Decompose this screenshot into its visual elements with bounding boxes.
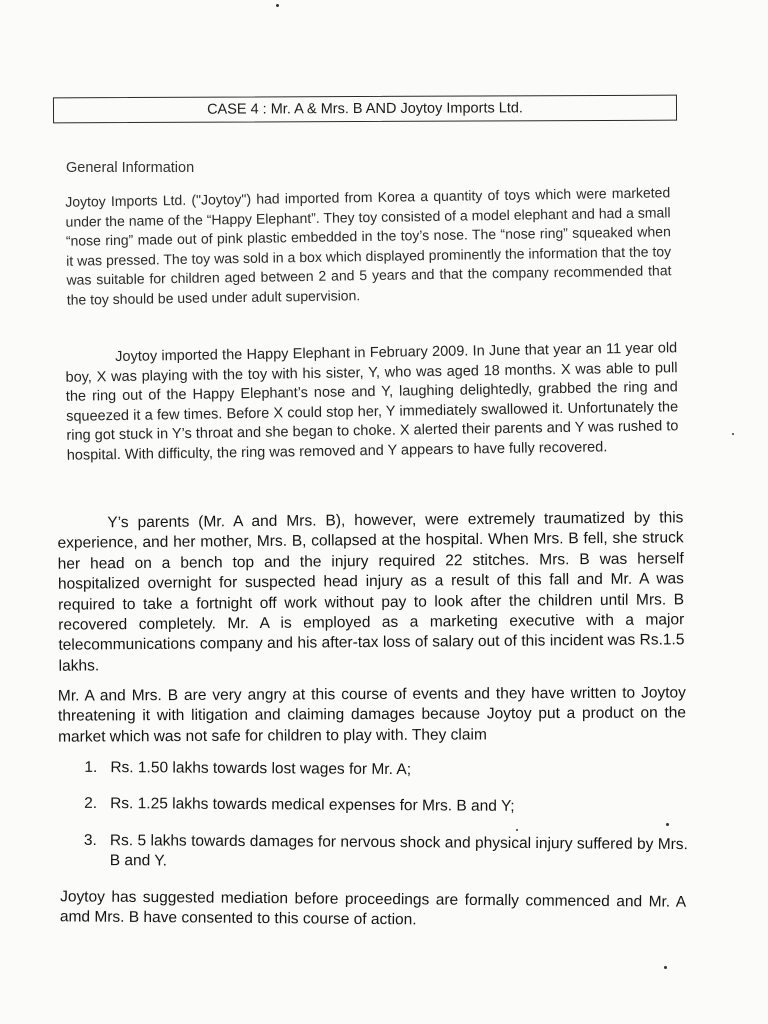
paragraph-claim-intro: Mr. A and Mrs. B are very angry at this course of events and they have written to Joytoy threatening it with litigation and claiming damages because Joytoy put a product on the market which was not safe for children to play with. They claim (57, 684, 687, 746)
paragraph-parents: Y’s parents (Mr. A and Mrs. B), however, were extremely traumatized by this experience, and her mother, Mrs. B, collapsed at the hospital. When Mrs. B fell, she struck her head on a bench top and the injury required 22 stitches. Mrs. B was herself hospitalized overnight for suspected head injury as a result of this fall and Mr. A was required to take a fortnight off work without pay to look after the children until Mrs. B recovered completely. Mr. A is employed as a marketing executive with a major telecommunications company and his after-tax loss of salary out of this incident was Rs.1.5 lakhs. (57, 509, 685, 675)
section-heading: General Information (66, 160, 195, 176)
scan-speck (276, 4, 279, 7)
list-item-text: Rs. 1.25 lakhs towards medical expenses for Mrs. B and Y; (110, 795, 515, 816)
list-item-number: 2. (84, 795, 98, 813)
claims-list (84, 758, 689, 892)
case-title-box (53, 95, 677, 124)
paragraph-incident: Joytoy imported the Happy Elephant in February 2009. In June that year an 11 year old boy, X was playing with the toy with his sister, Y, who was aged 18 months. X was able to pull the ring out of the Happy Elephant’s nose and Y, laughing delightedly, grabbed the ring and squeezed it a few times. Before X could stop her, Y immediately swallowed it. Unfortunately the ring got stuck in Y’s throat and she began to choke. X alerted their parents and Y was rushed to hospital. With difficulty, the ring was removed and Y appears to have fully recovered. (65, 340, 679, 464)
list-item-text: Rs. 1.50 lakhs towards lost wages for Mr. A; (110, 759, 412, 779)
paragraph-closing: Joytoy has suggested mediation before proceedings are formally commenced and Mr. A amd Mrs. B have consented to this course of action. (59, 888, 687, 929)
list-item (84, 794, 688, 819)
list-item (84, 758, 688, 783)
scan-speck (664, 966, 667, 969)
case-title: CASE 4 : Mr. A & Mrs. B AND Joytoy Imports Ltd. (207, 100, 523, 118)
list-item-number: 3. (83, 831, 97, 849)
list-item-number: 1. (84, 758, 98, 776)
scan-speck (732, 433, 734, 435)
paragraph-background: Joytoy Imports Ltd. ("Joytoy") had imported from Korea a quantity of toys which were marketed under the name of the “Happy Elephant”. They toy consisted of a model elephant and had a small “nose ring” made out of pink plastic embedded in the toy’s nose. The “nose ring” squeaked when it was pressed. The toy was sold in a box which displayed prominently the information that the toy was suitable for children aged between 2 and 5 years and that the company recommended that the toy should be used under adult supervision. (65, 184, 672, 308)
list-item-text: Rs. 5 lakhs towards damages for nervous shock and physical injury suffered by Mrs. B and Y. (109, 831, 688, 870)
list-item (84, 831, 688, 876)
